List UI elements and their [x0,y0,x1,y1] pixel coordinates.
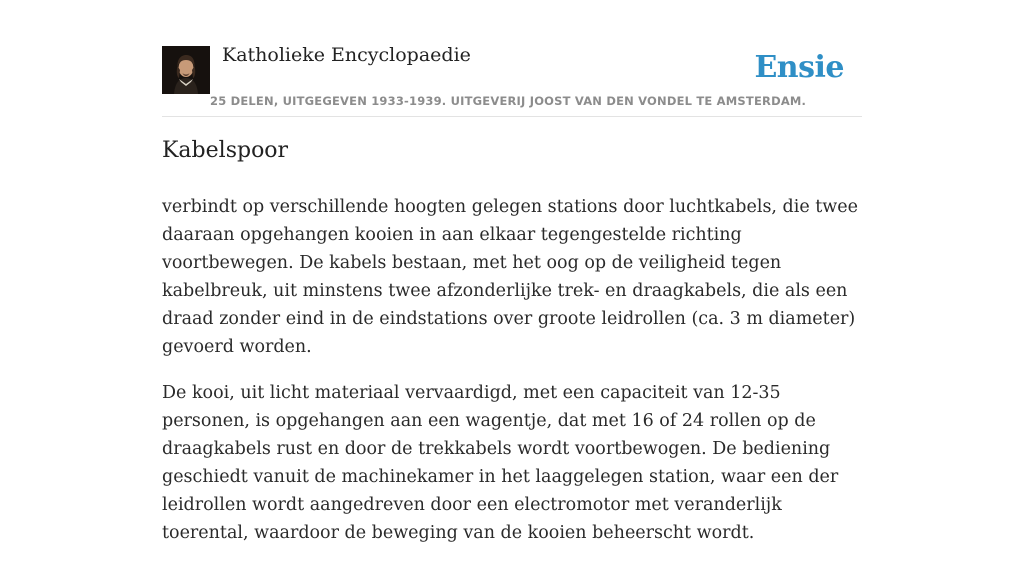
publication-subtitle: 25 DELEN, UITGEGEVEN 1933-1939. UITGEVERIJ JOOST VAN DEN VONDEL TE AMSTERDAM. [210,94,807,108]
article-paragraph: verbindt op verschillende hoogten gelegen stations door luchtkabels, die twee daaraan opgehangen kooien in aan elkaar tegengestelde richting voortbewegen. De kabels bestaan, met het oog op de veiligheid tegen kabelbreuk, uit minstens twee afzonderlijke trek- en draagkabels, die als een draad zonder eind in de eindstations over groote leidrollen (ca. 3 m diameter) gevoerd worden. [162,197,858,357]
article-paragraph: De kooi, uit licht materiaal vervaardigd, met een capaciteit van 12-35 personen, is opgehangen aan een wagentje, dat met 16 of 24 rollen op de draagkabels rust en door de trekkabels wordt voortbewogen. De bediening geschiedt vanuit de machinekamer in het laaggelegen station, waar een der leidrollen wordt aangedreven door een electromotor met veranderlijk toerental, waardoor de beweging van de kooien beheerscht wordt. [162,383,839,543]
ensie-logo[interactable]: Ensie [754,50,844,85]
publication-avatar[interactable] [162,46,210,94]
portrait-icon [162,46,210,94]
publication-title[interactable]: Katholieke Encyclopaedie [222,44,471,66]
article-title: Kabelspoor [162,138,289,163]
publication-header [162,40,862,117]
article-body [162,193,862,565]
